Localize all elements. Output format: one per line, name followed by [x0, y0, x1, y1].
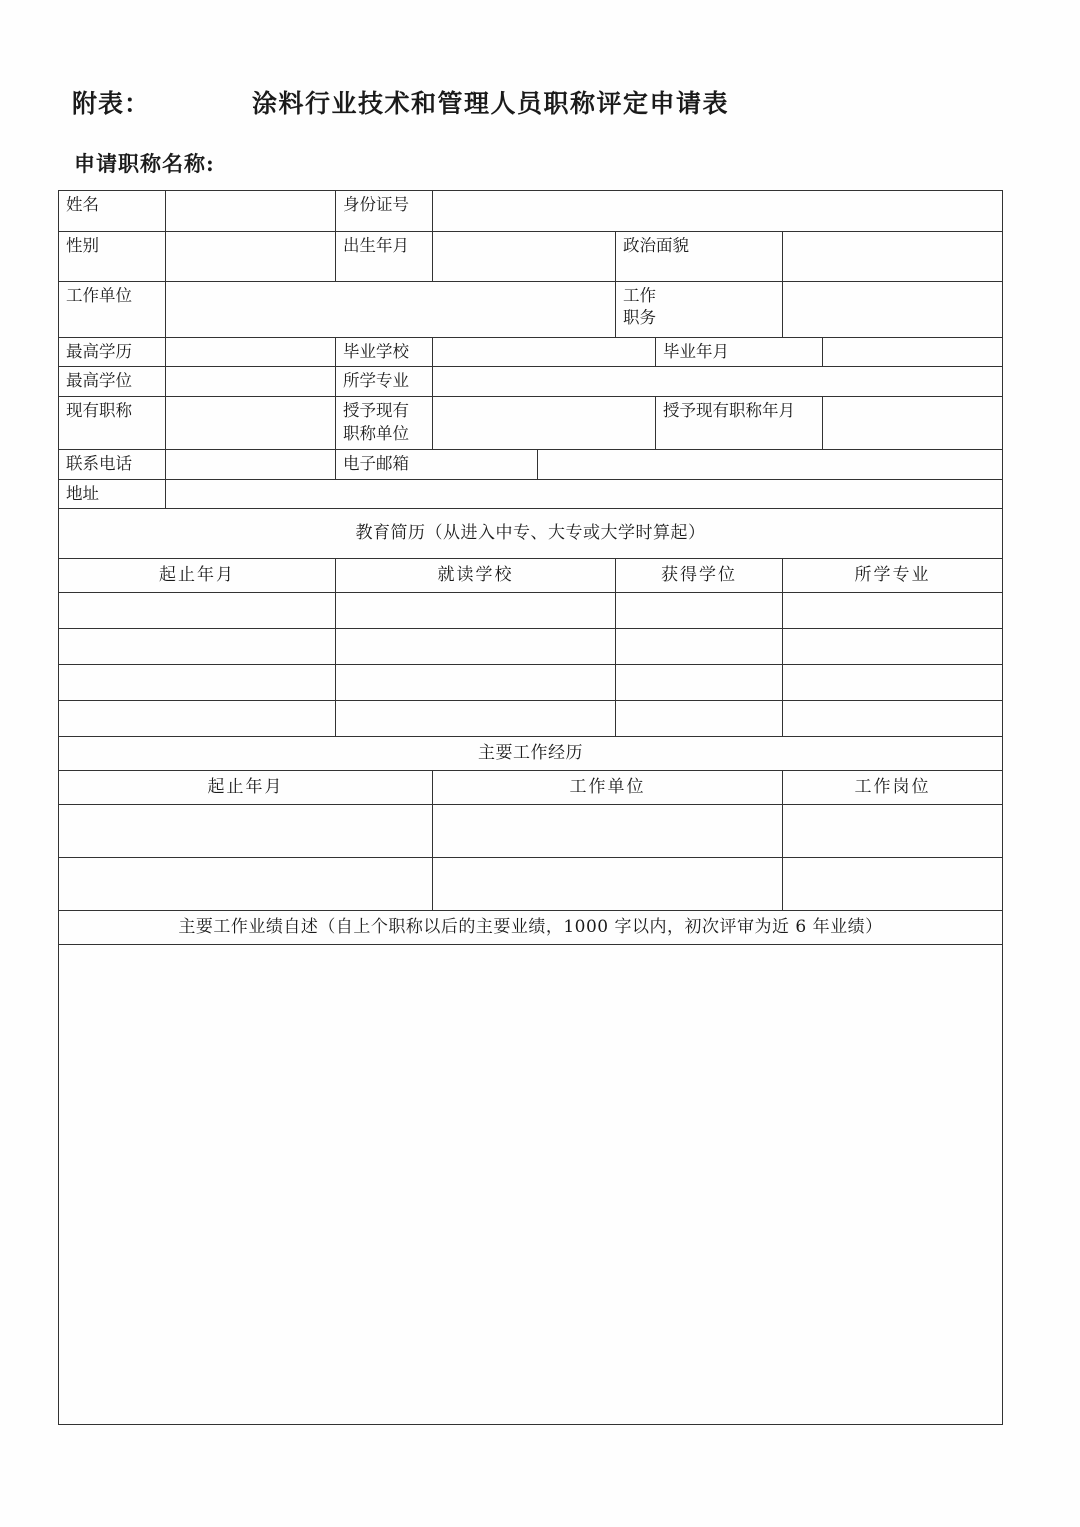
page-title: 涂料行业技术和管理人员职称评定申请表	[252, 89, 730, 118]
education-column-header-row	[59, 558, 1003, 592]
phone-value[interactable]	[166, 450, 336, 479]
graduate-school-value[interactable]	[433, 338, 656, 367]
graduation-date-value[interactable]	[823, 338, 1003, 367]
education-cell-school[interactable]	[336, 628, 616, 664]
birth-date-value[interactable]	[433, 232, 616, 282]
work-cell-position[interactable]	[783, 857, 1003, 910]
table-row-name	[59, 191, 1003, 232]
education-cell-school[interactable]	[336, 700, 616, 736]
work-section-title: 主要工作经历	[59, 736, 1003, 770]
current-title-label: 现有职称	[59, 397, 166, 450]
political-status-label: 政治面貌	[616, 232, 783, 282]
education-cell-degree[interactable]	[616, 700, 783, 736]
work-col-period: 起止年月	[59, 770, 433, 804]
id-number-label: 身份证号	[336, 191, 433, 232]
address-label: 地址	[59, 479, 166, 508]
political-status-value[interactable]	[783, 232, 1003, 282]
work-cell-period[interactable]	[59, 804, 433, 857]
work-table-row	[59, 857, 1003, 910]
education-cell-major[interactable]	[783, 700, 1003, 736]
education-section-header-row	[59, 508, 1003, 558]
education-cell-major[interactable]	[783, 664, 1003, 700]
id-number-value[interactable]	[433, 191, 1003, 232]
highest-education-value[interactable]	[166, 338, 336, 367]
applied-title-label: 申请职称名称:	[74, 151, 215, 176]
education-cell-period[interactable]	[59, 664, 336, 700]
job-position-value[interactable]	[783, 282, 1003, 338]
education-cell-period[interactable]	[59, 592, 336, 628]
work-table-row	[59, 804, 1003, 857]
highest-education-label: 最高学历	[59, 338, 166, 367]
title-granting-unit-value[interactable]	[433, 397, 656, 450]
birth-date-label: 出生年月	[336, 232, 433, 282]
address-value[interactable]	[166, 479, 1003, 508]
work-unit-value[interactable]	[166, 282, 616, 338]
major-value[interactable]	[433, 367, 1003, 397]
education-col-major: 所学专业	[783, 558, 1003, 592]
work-cell-unit[interactable]	[433, 804, 783, 857]
table-row-highest-degree	[59, 367, 1003, 397]
title-granting-unit-label-line2: 职称单位	[343, 423, 409, 443]
title-granted-date-value[interactable]	[823, 397, 1003, 450]
table-row-highest-education	[59, 338, 1003, 367]
education-cell-period[interactable]	[59, 700, 336, 736]
highest-degree-value[interactable]	[166, 367, 336, 397]
education-table-row	[59, 592, 1003, 628]
work-col-position: 工作岗位	[783, 770, 1003, 804]
education-cell-period[interactable]	[59, 628, 336, 664]
education-cell-degree[interactable]	[616, 592, 783, 628]
education-cell-school[interactable]	[336, 664, 616, 700]
education-cell-major[interactable]	[783, 628, 1003, 664]
title-granting-unit-label-line1: 授予现有	[343, 401, 409, 421]
job-position-label-line2: 职务	[623, 308, 656, 328]
education-col-degree: 获得学位	[616, 558, 783, 592]
education-col-school: 就读学校	[336, 558, 616, 592]
job-position-label	[616, 282, 783, 338]
email-label: 电子邮箱	[336, 450, 538, 479]
graduate-school-label: 毕业学校	[336, 338, 433, 367]
education-table-row	[59, 700, 1003, 736]
achievement-content-row	[59, 944, 1003, 1424]
document-title-row	[72, 84, 1002, 120]
education-cell-degree[interactable]	[616, 664, 783, 700]
gender-label: 性别	[59, 232, 166, 282]
work-cell-period[interactable]	[59, 857, 433, 910]
education-cell-major[interactable]	[783, 592, 1003, 628]
achievement-section-header-row	[59, 910, 1003, 944]
education-table-row	[59, 628, 1003, 664]
table-row-gender	[59, 232, 1003, 282]
education-table-row	[59, 664, 1003, 700]
work-col-unit: 工作单位	[433, 770, 783, 804]
education-cell-school[interactable]	[336, 592, 616, 628]
table-row-work-unit	[59, 282, 1003, 338]
highest-degree-label: 最高学位	[59, 367, 166, 397]
name-label: 姓名	[59, 191, 166, 232]
name-value[interactable]	[166, 191, 336, 232]
table-row-address	[59, 479, 1003, 508]
education-col-period: 起止年月	[59, 558, 336, 592]
job-position-label-line1: 工作	[623, 286, 656, 305]
major-label: 所学专业	[336, 367, 433, 397]
title-granting-unit-label	[336, 397, 433, 450]
application-form-table	[58, 190, 1003, 1425]
table-row-contact	[59, 450, 1003, 479]
education-section-title: 教育简历（从进入中专、大专或大学时算起）	[59, 508, 1003, 558]
achievement-section-title: 主要工作业绩自述（自上个职称以后的主要业绩，1000 字以内，初次评审为近 6 年业绩）	[59, 910, 1003, 944]
title-granted-date-label: 授予现有职称年月	[656, 397, 823, 450]
attachment-label: 附表：	[72, 89, 151, 118]
work-section-header-row	[59, 736, 1003, 770]
current-title-value[interactable]	[166, 397, 336, 450]
education-cell-degree[interactable]	[616, 628, 783, 664]
phone-label: 联系电话	[59, 450, 166, 479]
work-column-header-row	[59, 770, 1003, 804]
graduation-date-label: 毕业年月	[656, 338, 823, 367]
work-unit-label: 工作单位	[59, 282, 166, 338]
achievement-content-area[interactable]	[59, 944, 1003, 1424]
email-value[interactable]	[538, 450, 1003, 479]
work-cell-position[interactable]	[783, 804, 1003, 857]
gender-value[interactable]	[166, 232, 336, 282]
table-row-current-title	[59, 397, 1003, 450]
work-cell-unit[interactable]	[433, 857, 783, 910]
